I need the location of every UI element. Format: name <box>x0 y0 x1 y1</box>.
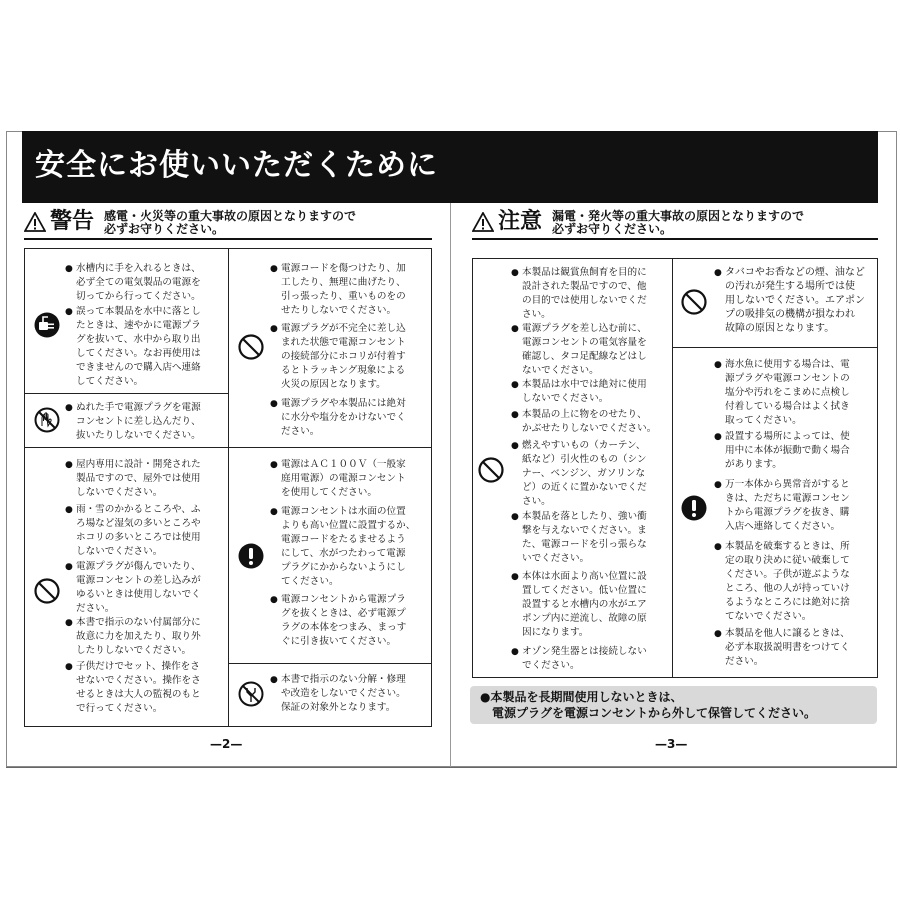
caution-item-not-underwater: ● 本製品は水中では絶対に使用 しないでください。 <box>522 378 647 406</box>
warning-item-dropped-in-water: ● 誤って本製品を水中に落とし たときは、速やかに電源プラ グを抜いて、水中から取り出 してください。なお再使用は できませんので購入店へ連絡 してください。 <box>76 305 201 389</box>
prohibited-icon <box>34 578 60 604</box>
caution-item-intended-use: ● 本製品は観賞魚飼育を目的に 設計された製品ですので、他 の目的では使用しないでくだ さい。 <box>522 266 647 322</box>
unplug-icon <box>34 312 60 338</box>
warning-item-damaged-cord: ● 電源コードを傷つけたり、加 工したり、無理に曲げたり、 引っ張ったり、重いものをの せたりしないでください。 <box>281 262 406 318</box>
page-number-left: —2— <box>210 737 243 751</box>
warning-triangle-icon <box>24 212 46 232</box>
warning-item-turn-off-power: ● 水槽内に手を入れるときは、 必ず全ての電気製品の電源を 切ってから行ってください。 <box>76 262 201 304</box>
warning-triangle-icon <box>472 212 494 232</box>
caution-item-smoke: ● タバコやお香などの煙、油など の汚れが発生する場所では使 用しないでください。エアポン プの吸排気の機構が損なわれ 故障の原因となります。 <box>725 266 865 336</box>
page-spine <box>450 203 451 767</box>
warning-box-cell-divider <box>229 663 431 664</box>
caution-item-ozone: ● オゾン発生器とは接続しない でください。 <box>522 645 647 673</box>
caution-description: 漏電・発火等の重大事故の原因となりますので 必ずお守りください。 <box>552 209 805 236</box>
warning-header <box>24 210 356 236</box>
caution-box-divider <box>672 259 673 677</box>
warning-item-no-force: ● 本書で指示のない付属部分に 故意に力を加えたり、取り外 したりしないでください。 <box>76 616 201 658</box>
warning-item-no-disassembly: ● 本書で指示のない分解・修理 や改造をしないでください。 保証の対象外となります。 <box>281 673 406 715</box>
warning-item-tracking: ● 電源プラグが不完全に差し込 まれた状態で電源コンセント の接続部分にホコリが付着す るとトラッキング現象による 火災の原因となります。 <box>281 322 406 392</box>
warning-item-children: ● 子供だけでセット、操作をさ せないでください。操作をさ せるときは大人の監視のもと で行ってください。 <box>76 660 201 716</box>
prohibited-icon <box>681 289 707 315</box>
caution-item-transfer: ● 本製品を他人に譲るときは、 必ず本取扱説明書をつけてく ださい。 <box>725 627 850 669</box>
prohibited-icon <box>478 457 504 483</box>
caution-item-above-water: ● 本体は水面より高い位置に設 置してください。低い位置に 設置すると水槽内の水がエア ポンプ内に逆流し、故障の原 因になります。 <box>522 570 647 640</box>
caution-keyword: 注意 <box>498 209 543 234</box>
caution-item-capacity: ● 電源プラグを差し込む前に、 電源コンセントの電気容量を 確認し、タコ足配線などはし ないでください。 <box>522 322 647 378</box>
long-term-storage-text: ●本製品を長期間使用しないときは、 電源プラグを電源コンセントから外して保管してください。 <box>480 690 817 720</box>
caution-item-no-impact: ● 本製品を落としたり、強い衝 撃を与えないでください。ま た、電源コードを引っ張らな いでください。 <box>522 510 647 566</box>
caution-box-cell-divider <box>673 347 877 348</box>
caution-item-flammables: ● 燃えやすいもの（カーテン、 紙など）引火性のもの（シン ナー、ベンジン、ガソリンな ど）の近くに置かないでくだ さい。 <box>522 439 647 509</box>
caution-item-disposal: ● 本製品を破棄するときは、所 定の取り決めに従い破棄して ください。子供が遊ぶような ところ、他の人が持っていけ るようなところには絶対に捨 てないでください。 <box>725 540 850 624</box>
warning-box-cell-divider <box>25 393 228 394</box>
warning-item-indoor-only: ● 屋内専用に設計・開発された 製品ですので、屋外では使用 しないでください。 <box>76 458 201 500</box>
caution-rule <box>472 238 878 240</box>
warning-item-damaged-plug: ● 電源プラグが傷んでいたり、 電源コンセントの差し込みが ゆるいときは使用しないでく ださい。 <box>76 560 201 616</box>
disassembly-prohibited-icon <box>238 681 264 707</box>
warning-item-humidity: ● 雨・雪のかかるところや、ふ ろ場など湿気の多いところや ホコリの多いところでは使用 しないでください。 <box>76 503 201 559</box>
warning-item-no-water-salt: ● 電源プラグや本製品には絶対 に水分や塩分をかけないでく ださい。 <box>281 397 406 439</box>
warning-item-unplug-properly: ● 電源コンセントから電源プラ グを抜くときは、必ず電源プ ラグの本体をつまみ、まっす ぐに引き抜いてください。 <box>281 593 406 649</box>
warning-rule <box>24 238 432 240</box>
warning-description: 感電・火災等の重大事故の原因となりますので 必ずお守りください。 <box>104 209 357 236</box>
caution-item-no-cover: ● 本製品の上に物をのせたり、 かぶせたりしないでください。 <box>522 408 656 436</box>
wet-hand-prohibited-icon <box>34 407 60 433</box>
caution-item-vibration: ● 設置する場所によっては、使 用中に本体が振動で動く場合 があります。 <box>725 430 850 472</box>
mandatory-icon <box>238 543 264 569</box>
warning-item-wet-hands: ● ぬれた手で電源プラグを電源 コンセントに差し込んだり、 抜いたりしないでください。 <box>76 401 201 443</box>
caution-item-abnormal-noise: ● 万一本体から異常音がすると きは、ただちに電源コンセン トから電源プラグを抜き、購 入店へ連絡してください。 <box>725 478 850 534</box>
warning-box-row-divider <box>25 447 431 448</box>
warning-box-divider <box>228 249 229 726</box>
bottom-border <box>6 767 897 768</box>
page-title: 安全にお使いいただくために <box>35 148 438 183</box>
warning-item-ac100v: ● 電源はＡＣ１００Ｖ（一般家 庭用電源）の電源コンセント を使用してください。 <box>281 458 406 500</box>
prohibited-icon <box>238 334 264 360</box>
caution-header <box>472 210 804 236</box>
warning-item-outlet-height: ● 電源コンセントは水面の位置 よりも高い位置に設置するか、 電源コードをたるませるよう にして、水がつたわって電源 プラグにかからないようにし てください。 <box>281 505 415 589</box>
caution-item-saltwater: ● 海水魚に使用する場合は、電 源プラグや電源コンセントの 塩分や汚れをこまめに点検し 付着している場合はよく拭き 取ってください。 <box>725 358 850 428</box>
warning-keyword: 警告 <box>50 209 95 234</box>
page-number-right: —3— <box>655 737 688 751</box>
mandatory-icon <box>681 495 707 521</box>
